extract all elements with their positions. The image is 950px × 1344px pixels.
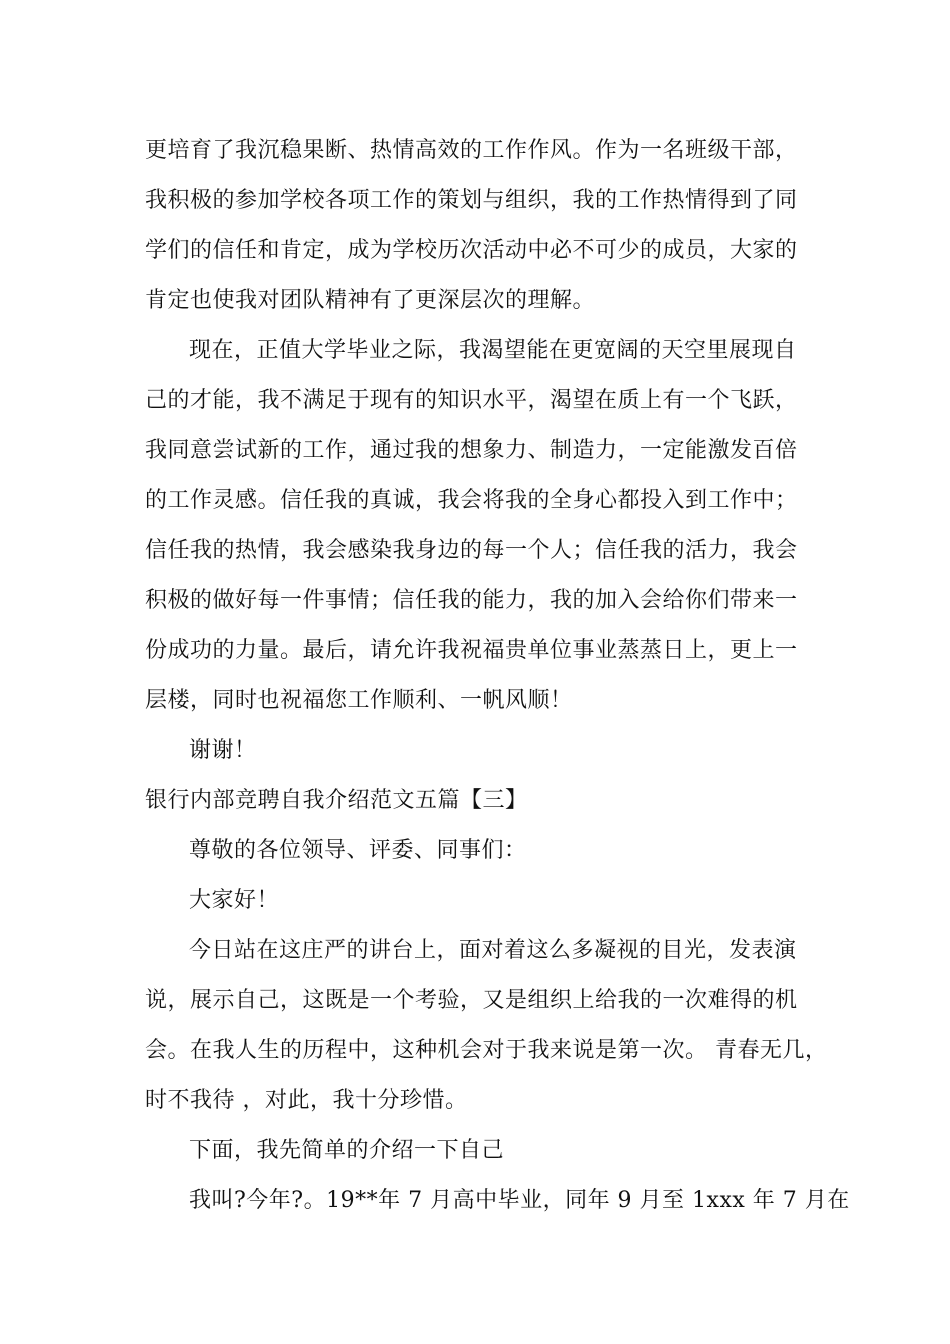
text-line: 时不我待 ，对此，我十分珍惜。 — [145, 1088, 468, 1113]
text-line: 下面，我先简单的介绍一下自己 — [189, 1138, 505, 1163]
text-line: 我积极的参加学校各项工作的策划与组织，我的工作热情得到了同 — [145, 188, 798, 213]
text-line: 尊敬的各位领导、评委、同事们： — [189, 838, 527, 863]
text-line: 大家好！ — [189, 888, 280, 913]
text-line: 谢谢！ — [189, 738, 257, 763]
text-line: 肯定也使我对团队精神有了更深层次的理解。 — [145, 288, 596, 313]
text-line: 份成功的力量。最后，请允许我祝福贵单位事业蒸蒸日上，更上一 — [145, 638, 798, 663]
text-line: 更培育了我沉稳果断、热情高效的工作作风。作为一名班级干部， — [145, 138, 798, 163]
text-line: 现在，正值大学毕业之际，我渴望能在更宽阔的天空里展现自 — [189, 338, 797, 363]
text-line: 今日站在这庄严的讲台上，面对着这么多凝视的目光，发表演 — [189, 938, 797, 963]
text-line: 学们的信任和肯定，成为学校历次活动中必不可少的成员，大家的 — [145, 238, 798, 263]
text-line: 层楼，同时也祝福您工作顺利、一帆风顺！ — [145, 688, 573, 713]
text-line: 我同意尝试新的工作，通过我的想象力、制造力，一定能激发百倍 — [145, 438, 798, 463]
section-heading: 银行内部竞聘自我介绍范文五篇【三】 — [145, 788, 528, 813]
text-line: 说，展示自己，这既是一个考验，又是组织上给我的一次难得的机 — [145, 988, 798, 1013]
document-body — [145, 126, 850, 1226]
text-line: 会。在我人生的历程中，这种机会对于我来说是第一次。 青春无几， — [145, 1038, 828, 1063]
text-line: 的工作灵感。信任我的真诚，我会将我的全身心都投入到工作中； — [145, 488, 798, 513]
text-line: 信任我的热情，我会感染我身边的每一个人；信任我的活力，我会 — [145, 538, 798, 563]
text-line: 我叫?今年?。19**年 7 月高中毕业，同年 9 月至 1xxx 年 7 月在 — [189, 1188, 850, 1213]
text-line: 己的才能，我不满足于现有的知识水平，渴望在质上有一个飞跃， — [145, 388, 798, 413]
text-line: 积极的做好每一件事情；信任我的能力，我的加入会给你们带来一 — [145, 588, 798, 613]
